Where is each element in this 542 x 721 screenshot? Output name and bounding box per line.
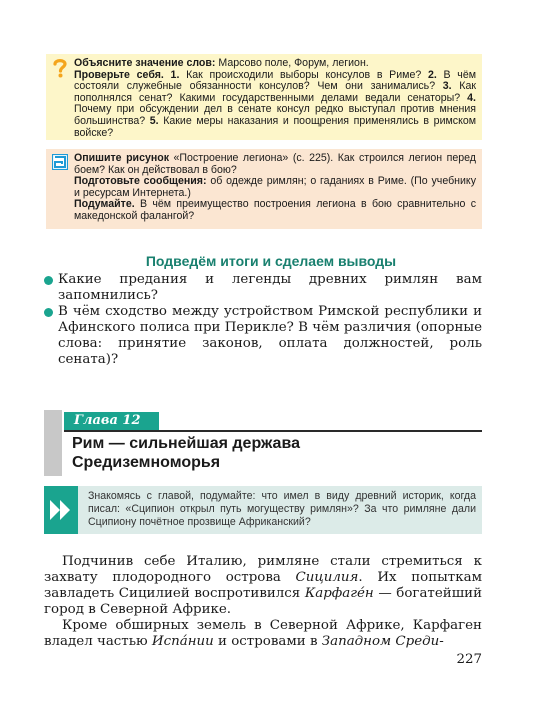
- page-number: 227: [456, 652, 482, 667]
- body-text: [44, 554, 482, 650]
- chapter-rule: [64, 430, 482, 432]
- question-mark-icon: [52, 58, 68, 78]
- think-task: Подумайте. В чём преимущество построения легиона в бою сравнительно с македонской фалангой?: [74, 198, 476, 222]
- paragraph: Подчинив себе Италию, римляне стали стремиться к захвату плодородного острова Сицилия. Их попыткам завладеть Сицилией воспротивился Карфаге́н — богатейший город в Северной Африке.: [44, 554, 482, 617]
- chapter-label: Глава 12: [64, 412, 159, 430]
- fast-forward-icon: [44, 486, 78, 534]
- prepare-report-task: Подготовьте сообщения: об одежде римлян; о гаданиях в Риме. (По учебнику и ресурсам Интернета.): [74, 175, 476, 199]
- intro-icon-block: [44, 486, 78, 534]
- questions-box: [46, 54, 482, 140]
- bullet-dot-icon: [44, 276, 53, 285]
- chapter-side-band: [44, 410, 62, 476]
- summary-heading: Подведём итоги и сделаем выводы: [145, 253, 397, 269]
- chapter-intro-text: Знакомясь с главой, подумайте: что имел в виду древний историк, когда писал: «Сципион открыл путь могуществу римлян»? За что римляне дали Сципиону почётное прозвище Африканский?: [88, 490, 476, 528]
- vocabulary-task: Объясните значение слов: Марсово поле, Форум, легион.: [74, 57, 369, 69]
- list-item: В чём сходство между устройством Римской республики и Афинского полиса при Перикле? В чём различия (опорные слова: принятие законов, оплата должностей, роль сената)?: [44, 304, 482, 368]
- list-item: Какие предания и легенды древних римлян вам запомнились?: [44, 272, 482, 304]
- summary-list: [44, 272, 482, 368]
- self-check-task: Проверьте себя. 1. Как происходили выборы консулов в Риме? 2. В чём состояли служебные обязанности консулов? Чем они занимались? 3. Как пополнялся сенат? Какими государственными делами ведали сенаторы? 4. Почему при обсуждении дел в сенате консул редко выступал против мнения большинства? 5. Какие меры наказания и поощрения применялись в римском войске?: [74, 68, 476, 139]
- bullet-dot-icon: [44, 308, 53, 317]
- chapter-intro-box: [44, 486, 482, 534]
- assignments-box: [46, 149, 482, 229]
- chapter-title: Рим — сильнейшая держава Средиземноморья: [72, 435, 300, 471]
- paragraph: Кроме обширных земель в Северной Африке, Карфаген владел частью Испа́нии и островами в Западном Среди-: [44, 618, 482, 649]
- picture-task-icon: [52, 154, 68, 170]
- describe-picture-task: Опишите рисунок «Построение легиона» (с. 225). Как строился легион перед боем? Как он действовал в бою?: [74, 152, 476, 176]
